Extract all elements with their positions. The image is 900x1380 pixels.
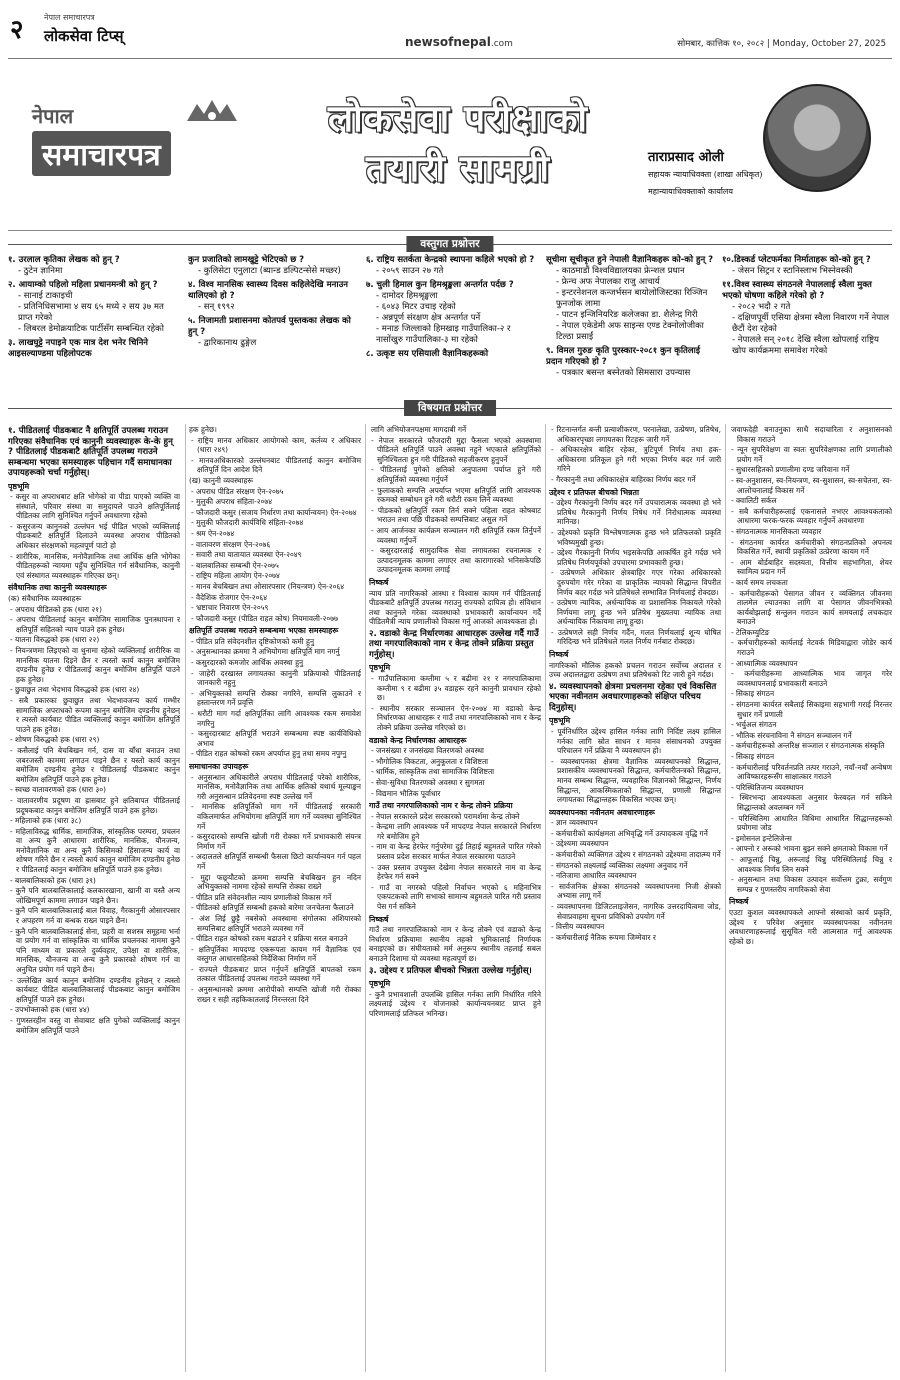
bullet-item: - भ्रष्टाचार निवारण ऐन-२०५९ [191, 603, 269, 613]
bullet-item: - संगठनमा कार्यरत सबैलाई सिकाइमा सहभागी गराई निरन्तर सुधार गर्ने प्रणाली [731, 700, 892, 719]
bullet-item: - कर्मचारीहरूको अन्तरिक्ष सञ्जाल र संगठनात्मक संस्कृति [731, 741, 885, 751]
answer: - द्वारिकानाथ ढुङ्गेल [198, 338, 257, 348]
bullet-item: - गैरकानुनी तथा अधिकारक्षेत्र बाहिरका निर्णय बदर गर्ने [551, 474, 696, 484]
bullet-item: - पीडितलाई पुगेको क्षतिको अनुपातमा पर्याप्त हुने गरी क्षतिपूर्तिको व्यवस्था गर्नुपर्ने [371, 465, 541, 484]
bullet-item: - परिस्थितिमा आधारित विधिमा आधारित सिद्धान्तहरूको प्रयोगमा जोड [731, 813, 892, 833]
subheading: व्यवस्थापनका नवीनतम अवधारणाहरू [549, 807, 655, 817]
bullet-item: - सिकाइ संगठन [731, 752, 775, 761]
bullet-item: - स्वच्छ वातावरणको हक (धारा ३०) [10, 785, 106, 795]
subjective-column [189, 424, 361, 1372]
bullet-item: - गाउँ वा नगरको पहिलो निर्वाचन भएको ६ महिनाभित्र एकपटकको लागि सभाको सामान्य बहुमतले पारित गरी प्रस्ताव पेस गर्न सकिने [371, 882, 541, 912]
paragraph: (ख) कानुनी व्यवस्थाहरू [189, 475, 254, 485]
bullet-item: - धरौटी माग गर्दा क्षतिपूर्तिका लागि आवश्यक रकम समावेश नगरिनु [191, 709, 361, 728]
bullet-item: - कुनै पनि बालबालिकालाई सेना, प्रहरी वा सशस्त्र समूहमा भर्ना वा प्रयोग गर्न वा सांस्कृतिक वा धार्मिक प्रचलनका नाममा कुनै पनि माध्यम वा प्रकारले दुर्व्यवहार, उपेक्षा वा शारीरिक, मानसिक, यौनजन्य वा अन्य कुनै प्रकारको शोषण गर्न वा अनुचित प्रयोग गर्न पाइने छैन। [10, 926, 180, 974]
answer: - पाटन इन्जिनियरिङ कलेजका डा. शैलेन्द्र गिरी [556, 310, 698, 320]
bullet-item: - अपराध पीडित संरक्षण ऐन-२०७५ [191, 486, 284, 496]
bullet-item: - उत्प्रेषणले सही निर्णय गर्दैन, गलत निर्णयलाई शून्य घोषित गरिदिन्छ भने प्रतिषेधले गलत निर्णय गर्नबाट रोक्दछ। [551, 627, 721, 647]
bullet-item: - भौगोलिक विकटता, अनुकूलता र विशिष्टता [371, 756, 489, 766]
bullet-item: - कर्मचारीलाई परिवर्तनप्रति तत्पर गराउने, नयाँ-नयाँ अन्वेषण आविष्कारहरूसँग साक्षात्कार गराउने [731, 762, 892, 782]
section-name: लोकसेवा टिप्स् [44, 27, 124, 45]
objective-column [8, 252, 178, 388]
author-name: ताराप्रसाद ओली [648, 150, 724, 165]
subheading: समाधानका उपायहरू [189, 762, 249, 771]
subheading: पृष्ठभूमि [369, 663, 391, 673]
question-heading: १. पीडितलाई पीडकबाट नै क्षतिपूर्ति उपलब्ध गराउन गरिएका संवैधानिक एवं कानुनी व्यवस्थाहरू के-के हुन् ? पीडितलाई पीडकबाटै क्षतिपूर्ति उपलब्ध गराउने सम्बन्धमा भएका समस्याहरू पहिचान गर्दै समाधानका उपायहरूको चर्चा गर्नुहोस्। [8, 426, 173, 478]
bullet-item: - संगठनमा कार्यरत कर्मचारीको संगठनप्रतिको अपनत्व विकसित गर्ने, स्थायी प्रकृतिको उत्प्रेरणा कायम गर्ने [731, 537, 892, 557]
paragraph: - कुनै प्रभावशाली उपलब्धि हासिल गर्नका लागि निर्धारित गरिने लक्ष्यलाई उद्देश्य र योजनाको कार्यान्वयनबाट प्राप्त हुने परिणामलाई प्रतिफल भनिन्छ। [369, 989, 541, 1018]
question: ४. विश्व मानसिक स्वास्थ्य दिवस कहिलेदेखि मनाउन थालिएको हो ? [188, 280, 348, 301]
bullet-item: - मुलुकी फौजदारी कार्यविधि संहिता-२०७४ [191, 518, 304, 528]
bullet-item: - अपराध पीडितलाई कानुन बमोजिम सामाजिक पुनःस्थापना र क्षतिपूर्ति सहितको न्याय पाउने हक हुनेछ। [10, 615, 180, 634]
answer: - मनाङ जिल्लाको हिमखाइ गाउँपालिका-२ र नासोंखुरु गाउँपालिका-३ मा रहेको [376, 324, 511, 345]
bullet-item: - पीडित प्रति संवेदनशील दृष्टिकोणको कमी हुनु [191, 636, 315, 646]
bullet-item: - पीडकको क्षतिपूर्ति रकम तिर्न सक्ने पहिला राहत कोषबाट भराउन तथा पछि पीडकको सम्पत्तिबाट असुल गर्ने [371, 505, 541, 525]
answer: - २०८२ भदौ २ गते [732, 302, 791, 312]
bullet-item: - कर्मचारीको व्यक्तिगत उद्देश्य र संगठनको उद्देश्यमा तादात्म्य गर्ने [551, 850, 721, 860]
bullet-item: - सुधारसहितको प्रणालीमा दण्ड जरिवाना गर्ने [731, 465, 850, 475]
bullet-item: - सार्वजनिक क्षेत्रका संगठनको व्यवस्थापनमा निजी क्षेत्रको अभ्यास लागू गर्ने [551, 881, 721, 901]
answer: - ६०४३ मिटर उचाइ रहेको [376, 302, 456, 312]
answer: - कुलिसेटा एनुलाटा (ब्यान्ड डल्पिटन्सेसे मच्छर) [198, 266, 341, 276]
bullet-item: - अंश लिई छुट्टै नबसेको अवस्थामा संगोलका अंशियारको सम्पत्तिबाट क्षतिपूर्ति भराउने व्यवस्था गर्ने [191, 913, 361, 933]
bullet-item: - नियन्त्रणमा लिइएको वा थुनामा रहेको व्यक्तिलाई शारीरिक वा मानसिक यातना दिइने छैन र त्यस्तो कार्य कानुन बमोजिम दण्डनीय हुनेछ र पीडितलाई कानुन बमोजिम क्षतिपूर्ति पाउने हक हुनेछ। [10, 646, 180, 684]
bullet-item: - उद्देश्य गैरकानुनी निर्णय बदर गर्ने उपचारात्मक व्यवस्था हो भने प्रतिषेध गैरकानुनी निर्णय निषेध गर्ने निरोधात्मक व्यवस्था मानिन्छ। [551, 498, 721, 527]
author-photo [763, 84, 871, 192]
bullet-item: - राष्ट्रिय महिला आयोग ऐन-२०७४ [191, 571, 280, 581]
bullet-item: - इमोसनल इन्टेलिजेन्स [731, 833, 792, 843]
bullet-item: - छुवाछुत तथा भेदभाव विरुद्धको हक (धारा २४) [10, 685, 140, 695]
bullet-item: - व्यवस्थापनका क्षेत्रमा वैज्ञानिक व्यवस्थापनको सिद्धान्त, प्रशासकीय व्यवस्थापनको सिद्धान्त, कर्मचारीतन्त्रको सिद्धान्त, मानव सम्बन्ध सिद्धान्त, व्यवहारिक विज्ञानको सिद्धान्त, निर्णय सिद्धान्त, आकस्मिकताको सिद्धान्त, प्रणाली सिद्धान्त लगायतका सिद्धान्तहरू विकसित भएका छन्। [551, 756, 721, 805]
bullet-item: - कसुरदारलाई सामुदायिक सेवा लगायतका रचनात्मक र उत्पादनमूलक काममा लगाएर तथा कारागारको भनिसकेपछि उत्पादनमूलक काममा लगाई [371, 546, 541, 575]
question-heading: २. वडाको केन्द्र निर्धारणका आधारहरू उल्लेख गर्दै गाउँ तथा नगरपालिकाको नाम र केन्द्र तोक्ने प्रक्रिया प्रस्तुत गर्नुहोस्। [369, 628, 539, 660]
bullet-item: - भर्चुअल संगठन [731, 720, 777, 730]
bullet-item: - सिकाइ संगठन [731, 689, 775, 699]
column-divider [185, 424, 186, 1372]
bullet-item: - आध्यात्मिक व्यवस्थापन [731, 658, 798, 668]
answer: - सानाई टाकाइची [18, 291, 73, 301]
subjective-column [549, 424, 721, 1372]
subheading: गाउँ तथा नगरपालिकाको नाम र केन्द्र तोक्ने प्रक्रिया [369, 801, 513, 811]
answer: - फ्रेन्च अफ नेपालका राजु आचार्य [556, 277, 660, 287]
subjective-column [729, 424, 892, 1372]
question: ११.विश्व स्वास्थ्य संगठनले नेपाललाई स्वैला मुक्त भएको घोषणा कहिले गरेको हो ? [722, 280, 872, 301]
objective-column [546, 252, 716, 388]
bullet-item: - नेपाल सरकारले फौजदारी मुद्दा फैसला भएको अवस्थामा पीडितले क्षतिपूर्ति पाउने अवस्था नहुने भएकाले क्षतिपूर्तिको सुनिश्चितता हुन गरी पीडितको सहजीकरण हुनुपर्ने [371, 435, 541, 464]
bullet-item: - सवारी तथा यातायात व्यवस्था ऐन-२०४९ [191, 550, 302, 560]
author-office: महान्यायाधिवक्ताको कार्यालय [648, 187, 733, 196]
bullet-item: - पीडित राहत कोषको रकम अपर्याप्त हुनु तथा समय नपुग्नु [191, 749, 347, 759]
bullet-item: - आफूलाई चिन्नु, अरूलाई चिन्नु परिस्थितिलाई चिन्नु र आवश्यक निर्णय लिन सक्ने [731, 854, 892, 874]
bullet-item: - वातावरण संरक्षण ऐन-२०७६ [191, 539, 271, 549]
subheading: निष्कर्ष [369, 577, 389, 587]
paper-name-small: नेपाल समाचारपत्र [44, 13, 95, 22]
objective-banner [0, 236, 900, 252]
bullet-item: - मानव बेचबिखन तथा ओसारपसार (नियन्त्रण) ऐन-२०६४ [191, 581, 345, 591]
question: ६. राष्ट्रिय सतर्कता केन्द्रको स्थापना कहिले भएको हो ? [366, 255, 535, 265]
bullet-item: - कसैलाई पनि बेचबिखन गर्न, दास वा बाँधा बनाउन तथा जबरजस्ती काममा लगाउन पाइने छैन र यस्तो कार्य कानुन बमोजिम दण्डनीय हुनेछ र पीडितलाई पीडकबाट कानुन बमोजिम क्षतिपूर्ति पाउने हक हुनेछ। [10, 745, 180, 784]
bullet-item: - भौतिक संरचनाविना नै संगठन सञ्चालन गर्ने [731, 730, 852, 740]
paragraph: गाउँ तथा नगरपालिकाको नाम र केन्द्र तोक्ने एवं वडाको केन्द्र निर्धारण प्रक्रियामा स्थानीय तहको भूमिकालाई निर्णायक बनाइएको छ। संघीयताको मर्म अनुरूप स्थानीय तहलाई सबल बनाउने दिशामा यो व्यवस्था महत्वपूर्ण छ। [369, 925, 541, 963]
bullet-item: - बालबालिकाको हक (धारा ३९) [10, 875, 96, 885]
headline-line-2: तयारी सामग्री [366, 147, 550, 190]
bullet-item: - मुलुकी अपराध संहिता-२०७४ [191, 497, 273, 507]
site-logo [405, 35, 513, 49]
answer: - २०५९ साउन २७ गते [376, 266, 444, 276]
divider [8, 58, 892, 59]
paragraph: न्याय प्रति नागरिकको आस्था र विश्वास कायम गर्न पीडितलाई पीडकबाटै क्षतिपूर्ति उपलब्ध गराउनु राज्यको दायित्व हो। संविधान तथा कानुनले गरेका व्यवस्थाको प्रभावकारी कार्यान्वयन गर्दै पीडितमैत्री न्याय प्रणालीको विकास गर्नु आजको आवश्यकता हो। [369, 588, 541, 627]
bullet-item: - महिलाविरुद्ध धार्मिक, सामाजिक, सांस्कृतिक परम्परा, प्रचलन वा अन्य कुनै आधारमा शारीरिक, मानसिक, यौनजन्य, मनोवैज्ञानिक वा अन्य कुनै किसिमको हिंसाजन्य कार्य वा शोषण गरिने छैन र त्यस्तो कार्य कानुन बमोजिम दण्डनीय हुनेछ र पीडितलाई कानुन बमोजिम क्षतिपूर्ति पाउने हक हुनेछ। [10, 826, 180, 875]
masthead [8, 62, 892, 230]
question: ७. चुली हिमाल कुन हिमश्रृङ्खला अन्तर्गत पर्दछ ? [366, 280, 514, 290]
bullet-item: - राष्ट्रिय मानव अधिकार आयोगको काम, कर्तव्य र अधिकार (धारा २४९) [191, 435, 361, 455]
bullet-item: - सबै प्रकारका छुवाछुत तथा भेदभावजन्य कार्य गम्भीर सामाजिक अपराधको रूपमा कानुन बमोजिम दण्डनीय हुनेछन् र त्यस्तो कार्यबाट पीडित व्यक्तिलाई कानुन बमोजिम क्षतिपूर्ति पाउने हक हुनेछ। [10, 695, 180, 734]
question: १. उरलाल कृतिका लेखक को हुन् ? [8, 255, 120, 265]
logo-main-text: समाचारपत्र [32, 131, 171, 176]
question: सूचीमा सूचीकृत हुने नेपाली वैज्ञानिकहरू को-को हुन् ? [546, 255, 714, 265]
bullet-item: - कर्मचारीहरूको कार्यलाई नेटवर्क मिडियाद्वारा जोडेर कार्य गराउने [731, 638, 892, 658]
bullet-item: - सबै कर्मचारीहरूलाई एकनासले नभएर आवश्यकताको आधारमा फरक-फरक व्यवहार गर्नुपर्ने अवधारणा [731, 506, 892, 526]
bullet-item: - कर्मचारीको कार्यक्षमता अभिवृद्धि गर्ने उत्पादकत्व वृद्धि गर्ने [551, 828, 708, 838]
bullet-item: - धार्मिक, सांस्कृतिक तथा सामाजिक विशिष्टता [371, 767, 495, 777]
bullet-item: - क्वालिटी सर्कल [731, 496, 777, 506]
bullet-item: - यातना विरुद्धको हक (धारा २२) [10, 635, 100, 645]
answer: - जेसन सिट्रन र स्टानिस्लाभ भिस्नेवस्की [732, 266, 853, 276]
subheading: निष्कर्ष [549, 650, 569, 660]
author-block [648, 147, 778, 197]
question-heading: ३. उद्देश्य र प्रतिफल बीचको भिन्नता उल्लेख गर्नुहोस्। [369, 965, 532, 976]
answer: - लिबरल डेमोक्रयाटिक पार्टीसँग सम्बन्धित रहेको [18, 324, 164, 334]
bullet-item: - बालबालिका सम्बन्धी ऐन-२०७५ [191, 560, 279, 570]
bullet-item: - मानवअधिकारको उल्लंघनबाट पीडितलाई कानुन बमोजिम क्षतिपूर्ति दिन आदेश दिने [191, 455, 361, 475]
answer: - नेपालले सन् २०१८ देखि स्वैला खोपलाई राष्ट्रिय खोप कार्यक्रममा समावेश गरेको [732, 335, 879, 356]
bullet-item: - अपराध पीडितको हक (धारा २१) [10, 604, 102, 614]
bullet-item: - केन्द्रमा लागि आवश्यक पर्ने मापदण्ड नेपाल सरकारले निर्धारण गरे बमोजिम हुने [371, 822, 541, 841]
subjective-banner [0, 400, 900, 416]
question: कुन प्रजातिको लामखुट्टे भेटिएको छ ? [188, 255, 305, 265]
bullet-item: - टेलिकम्युटिङ [731, 627, 770, 637]
bullet-item: जवाफदेही बनाउनुका साथै सदाचारिता र अनुशासनको विकास गराउने [731, 425, 892, 444]
bullet-item: - कुनै पनि बालबालिकालाई कलकारखाना, खानी वा यस्तै अन्य जोखिमपूर्ण काममा लगाउन पाइने छैन। [10, 886, 180, 905]
bullet-item: - फौजदारी कसुर (पीडित राहत कोष) नियमावली-२०७७ [191, 613, 338, 623]
bullet-item: - उत्प्रेषण न्यायिक, अर्धन्यायिक वा प्रशासनिक निकायले गरेको निर्णयमा लागू हुन्छ भने प्रतिषेध मुख्यतया न्यायिक तथा अर्धन्यायिक निकायमा लागू हुन्छ। [551, 598, 721, 627]
answer: - अन्नपूर्ण संरक्षण क्षेत्र अन्तर्गत पर्ने [376, 313, 481, 323]
bullet-item: - व्यवस्थापनमा डिजिटलाइजेसन, नागरिक उत्तरदायित्वमा जोड, सेवाप्रवाहमा सूचना प्रविधिको उपयोग गर्ने [551, 902, 721, 921]
bullet-item: - मुद्दा फछ्र्यौटको क्रममा सम्पत्ति बेचबिखन हुन नदिन अभियुक्तको नाममा रहेको सम्पत्ति रोक्का राख्ने [191, 872, 361, 892]
bullet-item: - गुणस्तरहीन वस्तु वा सेवाबाट क्षति पुगेको व्यक्तिलाई कानुन बमोजिम क्षतिपूर्ति पाउने [10, 1015, 180, 1035]
bullet-item: - कसुरदारको कमजोर आर्थिक अवस्था हुनु [191, 658, 304, 668]
answer: - प्रतिनिधिसभामा ४ सय ६५ मध्ये २ सय ३७ मत प्राप्त गरेको [18, 302, 164, 323]
question: २. आयाम्को पहिलो महिला प्रधानमन्त्री को हुन् ? [8, 280, 158, 290]
bullet-item: - पीडित राहत कोषको रकम बढाउने र प्रक्रिया सरल बनाउने [191, 934, 348, 944]
paper-logo [32, 102, 262, 172]
bullet-item: - परिस्थितिजन्य व्यवस्थापन [731, 782, 804, 792]
subheading: निष्कर्ष [729, 897, 749, 907]
answer: - काठमाडौं विश्वविद्यालयका फ्रेन्शल प्रधान [556, 266, 685, 276]
headline [278, 94, 638, 194]
column-divider [365, 424, 366, 1372]
question: ९. विमल गुरुङ कृति पुरस्कार-२०८१ कुन कृतिलाई प्रदान गरिएको हो ? [546, 346, 701, 367]
bullet-item: - कुनै पनि बालबालिकालाई बाल विवाह, गैरकानुनी ओसारपसार र अपहरण गर्न वा बन्धक राख्न पाइने छैन। [10, 906, 180, 926]
bullet-item: - आफ्नो र अरूको भावना बुझ्न सक्ने क्षमताको विकास गर्ने [731, 844, 888, 854]
bullet-item: - राज्यले पीडकबाट प्राप्त गर्नुपर्ने क्षतिपूर्ति बापतको रकम तत्काल पीडितलाई उपलब्ध गराउने व्यवस्था गर्ने [191, 964, 361, 984]
subjective-column [369, 424, 541, 1372]
bullet-item: - संगठनात्मक मानसिकता व्यवहार [731, 526, 822, 536]
question: ३. लाखघुट्टे नपाइने एक मात्र देश भनेर चिनिने आइसल्याण्डमा पहिलोपटक [8, 338, 149, 359]
answer: - नेपाल एकेडेमी अफ साइन्स एण्ड टेक्नोलोजीका टिल्ठा प्रसाईं [556, 321, 704, 342]
bullet-item: - सेवा-सुविधा वितरणको अवस्था र सुगमता [371, 777, 485, 787]
objective-column [722, 252, 892, 388]
bullet-item: - रिटनान्तर्गत बन्ती प्रत्याशीकरण, परनालेखा, उत्प्रेषण, प्रतिषेध, अधिकारपृच्छा लगायतका रिटहरू जारी गर्ने [551, 425, 721, 444]
bullet-item: - वित्तीय व्यवस्थापन [551, 922, 605, 932]
bullet-item: - श्रम ऐन-२०७४ [191, 528, 235, 538]
subheading: निष्कर्ष [369, 914, 389, 924]
bullet-item: - कसुरदारको सम्पत्ति खोजी गरी रोक्का गर्ने प्रभावकारी संयन्त्र निर्माण गर्ने [191, 832, 361, 851]
author-title: सहायक न्यायाधिवक्ता (शाखा अधिकृत) [648, 170, 763, 179]
answer: - सन् १९९२ [198, 302, 235, 312]
objective-column [188, 252, 358, 388]
bullet-item: - शारीरिक, मानसिक, मनोवैज्ञानिक तथा आर्थिक क्षति भोगेका पीडितहरूको न्यायमा पहुँच सुनिश्चित गर्न संवैधानिक, कानुनी एवं संस्थागत व्यवस्थाहरू गरिएका छन्। [10, 551, 180, 580]
answer: - इन्टरनेशनल कन्जर्भसन बायोलोजिस्टका रिञ्जिन फुनजोक लामा [556, 288, 708, 309]
bullet-item: - उल्लेखित कार्य कानुन बमोजिम दण्डनीय हुनेछन् र त्यस्तो कार्यबाट पीडित बालबालिकालाई पीडकबाट कानुन बमोजिम क्षतिपूर्ति पाउने हक हुनेछ। [10, 975, 180, 1004]
question: ८. उत्कृष्ट सय एसियाली वैज्ञानिकहरूको [366, 349, 489, 359]
bullet-item: - न्यून सुपरिवेक्षण वा स्वतः सुपरिवेक्षणका लागि प्रणालीको प्रयोग गर्ने [731, 445, 892, 464]
objective-banner-label: वस्तुगत प्रश्नोत्तर [406, 236, 493, 252]
objective-column [366, 252, 536, 388]
bullet-item: लागि अभियोजनपक्षमा मागदाबी गर्ने [371, 425, 467, 434]
bullet-item: - कार्य समय लचकता [731, 577, 788, 587]
column-divider [725, 424, 726, 1372]
bullet-item: - कसुर वा अपराधबाट क्षति भोगेको वा पीडा पाएको व्यक्ति वा संस्थाले, परिवार संस्था वा समुदायले पाउने क्षतिपूर्तिलाई पीडितका लागि सुनिश्चित गर्नुपर्ने अवधारणा रहेको [10, 492, 180, 521]
subjective-section [8, 424, 892, 1372]
bullet-item: - आम बोर्डबाहिर सदस्यता, वित्तीय सहभागिता, शेयर स्वामित्व प्रदान गर्ने [731, 557, 892, 577]
bullet-item: - पीडित प्रति संवेदनशील न्याय प्रणालीको विकास गर्ने [191, 892, 332, 902]
subheading: उद्देश्य र प्रतिफल बीचको भिन्नता [549, 487, 639, 497]
paragraph: नागरिकको मौलिक हकको प्रचलन गराउन सर्वोच्च अदालत र उच्च अदालतद्वारा उत्प्रेषण तथा प्रतिषेधको रिट जारी हुने गर्दछ। [549, 660, 721, 680]
bullet-item: - मानसिक क्षतिपूर्तिको माग गर्ने पीडितलाई सरकारी वकिलमार्फत अभियोगमा क्षतिपूर्ति माग गर्ने व्यवस्था सुनिश्चित गर्ने [191, 802, 361, 831]
bullet-item: - स्थानीय सरकार सञ्चालन ऐन-२०७४ मा वडाको केन्द्र निर्धारणका आधारहरू र गाउँ तथा नगरपालिकाको नाम र केन्द्र तोक्ने प्रक्रिया उल्लेख गरिएको छ। [371, 703, 541, 732]
question-heading: ४. व्यवस्थापनको क्षेत्रमा प्रचलनमा रहेका एवं विकसित भएका नवीनतम अवधारणाहरूको संक्षिप्त परिचय दिनुहोस्। [549, 681, 717, 713]
subheading: क्षतिपूर्ति उपलब्ध गराउने सम्बन्धमा भएका समस्याहरू [189, 626, 339, 636]
bullet-item: - नतिजामा आधारित व्यवस्थापन [551, 871, 637, 881]
bullet-item: - उद्देश्य गैरकानुनी निर्णय भइसकेपछि आकर्षित हुने गर्दछ भने प्रतिषेध निर्णयपूर्वको उपचारमा प्रभावकारी हुन्छ। [551, 548, 721, 567]
bullet-item: - उद्देश्यमा व्यवस्थापन [551, 839, 609, 849]
page-number: २ [10, 15, 24, 45]
bullet-item: - जाहेरी दरखास्त लगायतका कानुनी प्रक्रियाको पीडितलाई जानकारी नहुनु [191, 668, 361, 688]
subheading: संवैधानिक तथा कानुनी व्यवस्थाहरू [8, 583, 107, 593]
bullet-item: - कर्मचारीहरूको पेसागत जीवन र व्यक्तिगत जीवनमा तालमेल ल्याउनका लागि वा पेसागत जीवनभित्रको कार्यबोझलाई सन्तुलन गराउन कार्य समयलाई लचकदार बनाउने [731, 588, 892, 627]
bullet-item: - नाम वा केन्द्र हेरफेर गर्नुपरेमा दुई तिहाई बहुमतले पारित गरेको प्रस्ताव प्रदेश सरकार मार्फत नेपाल सरकारमा पठाउने [371, 842, 541, 862]
bullet-item: - स्थिरभन्दा आवश्यकता अनुसार फेरबदल गर्न सकिने सिद्धान्तको अवलम्बन गर्ने [731, 793, 892, 812]
bullet-item: - आय आर्जनका कार्यक्रम सञ्चालन गरी क्षतिपूर्ति रकम तिर्नुपर्ने व्यवस्था गर्नुपर्ने [371, 525, 541, 545]
bullet-item: - अनुसन्धान अधिकारीले अपराध पीडितलाई परेको शारीरिक, मानसिक, मनोवैज्ञानिक तथा आर्थिक क्षतिको यथार्थ मूल्याङ्कन गरी अनुसन्धान प्रतिवेदनमा स्पष्ट उल्लेख गर्ने [191, 772, 361, 801]
bullet-item: - उत्प्रेषणले अधिकार क्षेत्रबाहिर गएर गरेका अधिकारको दुरुपयोग गरेर गरेका वा प्राकृतिक न्यायको सिद्धान्त विपरीत निर्णय बदर गर्दछ भने प्रतिषेधले सम्भावित निर्णयलाई रोक्दछ। [551, 568, 721, 597]
bullet-item: - फुलाकको सम्पत्ति अपर्याप्त भएमा क्षतिपूर्ति लागि आवश्यक रकमको सम्बोधन हुने गरी धरौटी रकम लिने व्यवस्था [371, 485, 541, 505]
answer: - दक्षिणपूर्वी एसिया क्षेत्रमा स्वैला निवारण गर्ने नेपाल छैटौं देश रहेको [732, 313, 890, 334]
bullet-item: - जनसंख्या र जनसंख्या वितरणको अवस्था [371, 746, 484, 756]
bullet-item: - क्षतिपूर्तिका मापदण्ड एकरूपता कायम गर्न वैज्ञानिक एवं वस्तुगत आधारसहितको निर्देशिका निर्माण गर्ने [191, 944, 361, 964]
subheading: पृष्ठभूमि [8, 481, 30, 491]
emblem-icon [182, 96, 242, 126]
bullet-item: - उद्देश्यको प्रकृति विश्लेषणात्मक हुन्छ भने प्रतिफलको प्रकृति भविष्यमुखी हुन्छ। [551, 527, 721, 547]
bullet-item: - नेपाल सरकारले प्रदेश सरकारको परामर्शमा केन्द्र तोक्ने [371, 811, 520, 821]
bullet-item: - अनुसन्धान तथा विकास उत्पादन सर्वोत्तम टुक्रा, सर्वगुण सम्पन्न र गुणस्तरीय नागरिकको सेवा [731, 875, 892, 894]
bullet-item: - उपभोक्ताको हक (धारा ४४) [10, 1005, 90, 1015]
objective-section [8, 252, 892, 388]
bullet-item: - पीडितको क्षतिपूर्ति सम्बन्धी हकको बारेमा जनचेतना फैलाउने [191, 903, 354, 913]
bullet-item: - कर्मचारीहरूमा आध्यात्मिक भाव जागृत गरेर व्यवस्थापनलाई प्रभावकारी बनाउने [731, 669, 892, 688]
answer: - पत्रकार बसन्त बस्नेतको सिमसारा उपन्यास [556, 368, 691, 378]
subjective-banner-label: विषयगत प्रश्नोत्तर [404, 400, 496, 416]
bullet-item: - उक्त प्रस्ताव उपयुक्त देखेमा नेपाल सरकारले नाम वा केन्द्र हेरफेर गर्न सक्ने [371, 862, 541, 882]
subheading: पृष्ठभूमि [369, 979, 391, 989]
question: १०.डिस्कर्ड प्लेटफर्मका निर्माताहरू को-को हुन् ? [722, 255, 871, 265]
bullet-item: - ज्ञान व्यवस्थापन [551, 818, 598, 828]
bullet-item: - अनुसन्धानको क्रममा आरोपीको सम्पत्ति खोजी गरी रोक्का राख्न र सही तहकिकातलाई निरन्तरता दिने [191, 985, 361, 1004]
bullet-item: - वातावरणीय प्रदूषण वा ह्रासबाट हुने क्षतिबापत पीडितलाई प्रदूषकबाट कानुन बमोजिम क्षतिपूर्ति पाउने हक हुनेछ। [10, 795, 180, 815]
bullet-item: - अदालतले क्षतिपूर्ति सम्बन्धी फैसला छिटो कार्यान्वयन गर्न पहल गर्ने [191, 852, 361, 871]
subheading: वडाको केन्द्र निर्धारणका आधारहरू [369, 735, 467, 745]
bullet-item: - पूर्वनिर्धारित उद्देश्य हासिल गर्नका लागि निर्दिष्ट लक्ष्य हासिल गर्नका लागि स्रोत साधन र मानव संसाधनको उपयुक्त परिचालन गर्ने प्रक्रिया नै व्यवस्थापन हो। [551, 726, 721, 756]
bullet-item: - महिलाको हक (धारा ३८) [10, 816, 82, 826]
paragraph: (क) संवैधानिक व्यवस्थाहरू [8, 594, 82, 604]
answer: - ठुटेन ज्ञानिमा [18, 266, 63, 276]
bullet-item: - कर्मचारीलाई नैतिक रूपमा जिम्मेवार र [551, 932, 656, 942]
divider [8, 230, 892, 231]
bullet-item: - वैदेशिक रोजगार ऐन-२०६४ [191, 592, 268, 602]
paragraph: एउटा कुशल व्यवस्थापकले आफ्नो संस्थाको कार्य प्रकृति, उद्देश्य र परिवेश अनुसार व्यवस्थापनका नवीनतम अवधारणाहरूलाई सुसूचित गरी आत्मसात गर्नु आवश्यक रहेको छ। [729, 907, 892, 946]
bullet-item: - स्व-अनुशासन, स्व-नियन्त्रण, स्व-सुशासन, स्व-सचेतना, स्व-आलोचनालाई विकास गर्ने [731, 475, 892, 495]
column-divider [545, 424, 546, 1372]
bullet-item: - अभियुक्तको सम्पत्ति रोक्का नगरिने, सम्पत्ति लुकाउने र हस्तान्तरण गर्ने प्रवृत्ति [191, 688, 361, 708]
bullet-item: - अधिकारक्षेत्र बाहिर रहेका, त्रुटिपूर्ण निर्णय तथा हक-अधिकारमा प्रतिकूल हुने गरी भएका निर्णय बदर गर्न जारी गरिने [551, 445, 721, 474]
bullet-item: - फौजदारी कसुर (सजाय निर्धारण तथा कार्यान्वयन) ऐन-२०७४ [191, 507, 357, 517]
bullet-item: - विद्यमान भौतिक पूर्वाधार [371, 788, 441, 798]
paragraph: हक हुनेछ। [189, 425, 217, 434]
site-name: newsofnepal [405, 35, 491, 49]
bullet-item: - संगठनको लक्ष्यलाई व्यक्तिका लक्ष्यमा अनुवाद गर्ने [551, 860, 688, 870]
site-suffix: .com [490, 39, 513, 49]
bullet-item: - गाउँपालिकामा कम्तीमा ५ र बढीमा २१ र नगरपालिकामा कम्तीमा ९ र बढीमा ३५ वडाहरू रहने कानुनी प्रावधान रहेको छ। [371, 673, 541, 703]
bullet-item: - अनुसन्धानका क्रममा नै अभियोगमा क्षतिपूर्ति माग नगर्नु [191, 647, 340, 657]
bullet-item: - शोषण विरुद्धको हक (धारा २९) [10, 735, 100, 745]
question: ५. निजामती प्रशासनमा कोतपर्व पुस्तकका लेखक को हुन् ? [188, 316, 351, 337]
subjective-column [8, 424, 180, 1372]
answer: - दामोदर हिमश्रृङ्खला [376, 291, 438, 301]
headline-line-1: लोकसेवा परीक्षाको [328, 97, 588, 140]
dateline: सोमबार, कात्तिक १०, २०८२ | Monday, October 27, 2025 [677, 39, 886, 49]
logo-top-text: नेपाल [32, 104, 74, 128]
bullet-item: - कसुरजन्य कानुनको उल्लंघन भई पीडित भएको व्यक्तिलाई पीडकबाटै क्षतिपूर्ति दिलाउने व्यवस्था अपराध पीडितको अधिकार संरक्षणको महत्वपूर्ण पाटो हो [10, 521, 180, 551]
subheading: पृष्ठभूमि [549, 716, 571, 726]
bullet-item: - कसुरदारबाट क्षतिपूर्ति भराउने सम्बन्धमा स्पष्ट कार्यविधिको अभाव [191, 729, 361, 748]
